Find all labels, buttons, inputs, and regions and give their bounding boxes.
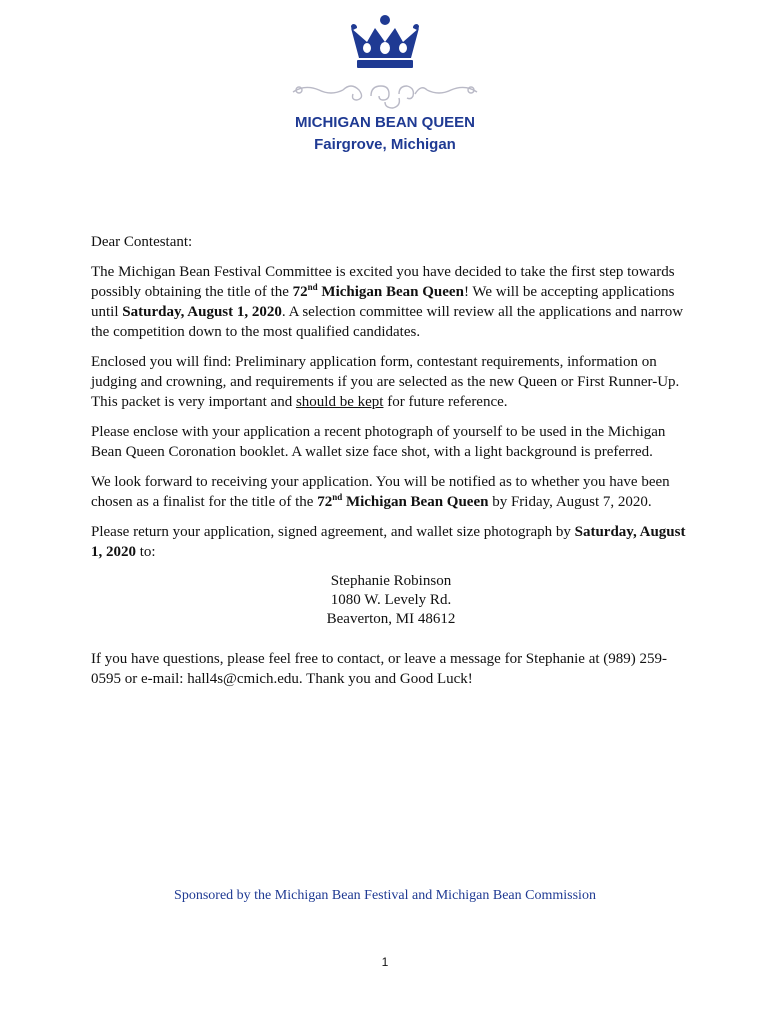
bold-title: Michigan Bean Queen: [342, 494, 489, 510]
text-run: We look forward to receiving your application. You will be notified as to whether you have been chosen as a finalist for the title of the: [91, 474, 670, 510]
ordinal-suffix: nd: [332, 492, 343, 502]
text-run: ! We will be accepting applications until: [91, 284, 675, 320]
crown-icon: [345, 12, 425, 70]
text-run: to:: [136, 544, 156, 560]
address-street: 1080 W. Levely Rd.: [330, 592, 452, 608]
deadline-date: Saturday, August 1, 2020: [122, 304, 282, 320]
location-subtitle: Fairgrove, Michigan: [314, 136, 456, 153]
letterhead: [0, 112, 770, 156]
ordinal-suffix: nd: [307, 282, 318, 292]
address-name: Stephanie Robinson: [330, 573, 452, 589]
flourish-divider-icon: [285, 76, 485, 112]
text-run: . A selection committee will review all the applications and narrow the competition down to the most qualified candidates.: [91, 304, 684, 340]
paragraph-contact: If you have questions, please feel free to contact, or leave a message for Stephanie at (989) 259-0595 or e-mail: hall4s@cmich.edu. Thank you and Good Luck!: [91, 651, 668, 687]
text-run: Please return your application, signed agreement, and wallet size photograph by: [91, 524, 575, 540]
salutation: Dear Contestant:: [91, 234, 193, 250]
page-title: MICHIGAN BEAN QUEEN: [294, 114, 475, 131]
bold-title: Michigan Bean Queen: [317, 284, 464, 300]
paragraph-finalist: [91, 472, 691, 512]
letter-body: [91, 232, 691, 699]
paragraph-enclosed: [91, 352, 691, 412]
ordinal-number: 72: [292, 284, 308, 300]
sponsor-line: Sponsored by the Michigan Bean Festival and Michigan Bean Commission: [174, 888, 596, 903]
text-run: The Michigan Bean Festival Committee is excited you have decided to take the first step towards possibly obtaining the title of the: [91, 264, 675, 300]
paragraph-photo: Please enclose with your application a recent photograph of yourself to be used in the Michigan Bean Queen Coronation booklet. A wallet size face shot, with a light background is preferred.: [91, 424, 666, 460]
paragraph-intro: [91, 262, 691, 342]
text-run: by Friday, August 7, 2020.: [488, 494, 652, 510]
address-city: Beaverton, MI 48612: [326, 611, 456, 627]
paragraph-return: [91, 522, 691, 562]
text-run: for future reference.: [383, 394, 508, 410]
ordinal-number: 72: [317, 494, 333, 510]
page-number: 1: [381, 955, 389, 969]
deadline-date: Saturday, August 1, 2020: [91, 524, 686, 560]
underlined-text: should be kept: [295, 394, 384, 410]
text-run: Enclosed you will find: Preliminary application form, contestant requirements, information on judging and crowning, and requirements if you are selected as the new Queen or First Runner-Up. This packet is very important and: [91, 354, 680, 410]
mailing-address: [91, 572, 691, 629]
